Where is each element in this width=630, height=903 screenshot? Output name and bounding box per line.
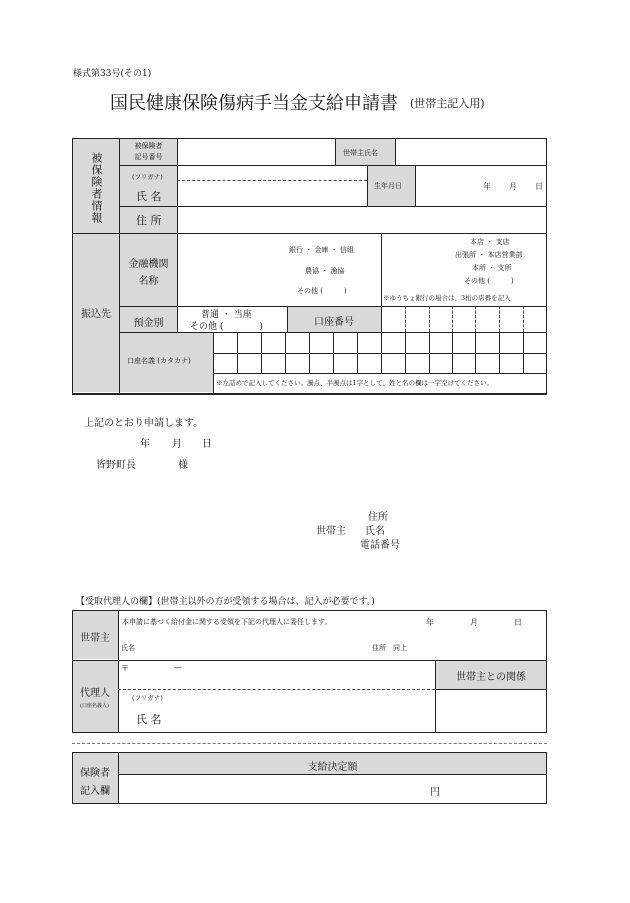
agent-address-field[interactable] [119, 661, 434, 688]
insured-name-field[interactable] [178, 166, 366, 205]
application-statement: 上記のとおり申請します。 [84, 418, 204, 429]
amount-label: 支給決定額 [307, 762, 358, 773]
holder-note: ※左詰めで記入してください。濁点、半濁点は1字として、姓と名の欄は一字空けてください。 [216, 379, 494, 387]
yen-label: 円 [430, 787, 440, 798]
applicant-head-label: 世帯主 [316, 526, 346, 537]
name-label: 氏 名 [136, 190, 162, 203]
insurer-label-1: 保険者 [80, 768, 110, 779]
head-signature-label: 氏名 [121, 644, 135, 652]
holder-label: 口座名義 (カタカナ) [127, 357, 191, 365]
bank-types-3: その他 ( ) [297, 287, 347, 295]
branch-types-2: 出張所 ・ 本店営業部 [455, 251, 523, 259]
address-label: 住 所 [136, 214, 162, 227]
mayor-sama: 様 [178, 460, 188, 471]
insured-number-label-2: 記号番号 [134, 153, 163, 161]
head-name-field[interactable] [396, 139, 546, 164]
birth-day-label: 日 [535, 182, 543, 191]
agent-label: 代理人 [80, 688, 110, 699]
agent-name-label: 氏 名 [136, 713, 162, 726]
deposit-label: 預金別 [133, 318, 164, 329]
branch-types-3: 本所 ・ 支所 [472, 264, 512, 272]
bank-types-1: 銀行 ・ 金庫 ・ 信組 [289, 246, 354, 254]
account-number-field[interactable] [382, 307, 546, 332]
deposit-types-1: 普通 ・ 当座 [201, 310, 252, 320]
relation-label: 世帯主との関係 [456, 672, 526, 683]
mayor-label: 皆野町長 [96, 460, 136, 471]
form-title: 国民健康保険傷病手当金支給申請書 [110, 93, 398, 114]
applicant-phone-label: 電話番号 [360, 540, 400, 551]
application-year: 年 [140, 439, 150, 450]
applicant-address-label: 住所 [368, 512, 388, 523]
delegation-month: 月 [470, 618, 478, 627]
agent-sub-label: (口座名義人) [80, 703, 109, 709]
branch-types-4: その他 ( ) [464, 277, 514, 285]
relation-field[interactable] [436, 690, 546, 732]
insured-section-label: 被保険者情報 [90, 152, 103, 224]
agent-heading: 【受取代理人の欄】(世帯主以外の方が受領する場合は、記入が必要です。) [76, 597, 375, 607]
head-name-label: 世帯主氏名 [343, 149, 378, 157]
application-day: 日 [202, 439, 212, 450]
form-title-sub: (世帯主記入用) [410, 97, 485, 110]
section-divider [72, 743, 547, 744]
yucho-note: ※ゆうちょ銀行の場合は、3桁の店番を記入 [383, 294, 511, 302]
application-month: 月 [172, 439, 182, 450]
account-number-label: 口座番号 [314, 317, 354, 328]
furigana-label: (フリガナ) [132, 173, 163, 181]
birth-label: 生年月日 [374, 182, 402, 190]
insurer-label-2: 記入欄 [80, 786, 110, 797]
insured-address-field[interactable] [178, 207, 546, 232]
birth-month-label: 月 [509, 182, 517, 191]
birth-year-label: 年 [483, 182, 491, 191]
delegation-text: 本申請に基づく給付金に関する受領を下記の代理人に委任します。 [122, 618, 332, 626]
branch-types-1: 本店 ・ 支店 [470, 238, 510, 246]
insured-number-label-1: 被保険者 [134, 142, 163, 150]
address-same-label: 住所 同上 [372, 644, 407, 652]
bank-label-1: 金融機関 [128, 259, 169, 270]
amount-field[interactable] [119, 775, 546, 803]
deposit-types-2: その他 ( ) [190, 322, 263, 332]
applicant-name-label: 氏名 [365, 526, 385, 537]
form-number: 様式第33号(その1) [73, 69, 152, 79]
account-holder-field[interactable] [214, 333, 546, 373]
postal-dash: — [174, 663, 182, 672]
agent-furigana-label: (フリガナ) [132, 694, 163, 702]
agent-name-field[interactable] [119, 690, 434, 732]
delegation-year: 年 [426, 618, 434, 627]
bank-types-2: 農協 ・ 漁協 [305, 267, 345, 275]
postal-mark: 〒 [121, 664, 129, 673]
delegation-day: 日 [514, 618, 522, 627]
bank-label-2: 名称 [138, 276, 159, 287]
insured-number-field[interactable] [178, 139, 334, 164]
agent-head-label: 世帯主 [80, 633, 110, 644]
transfer-section-label: 振込先 [81, 309, 111, 320]
bank-label-cell [120, 234, 177, 306]
